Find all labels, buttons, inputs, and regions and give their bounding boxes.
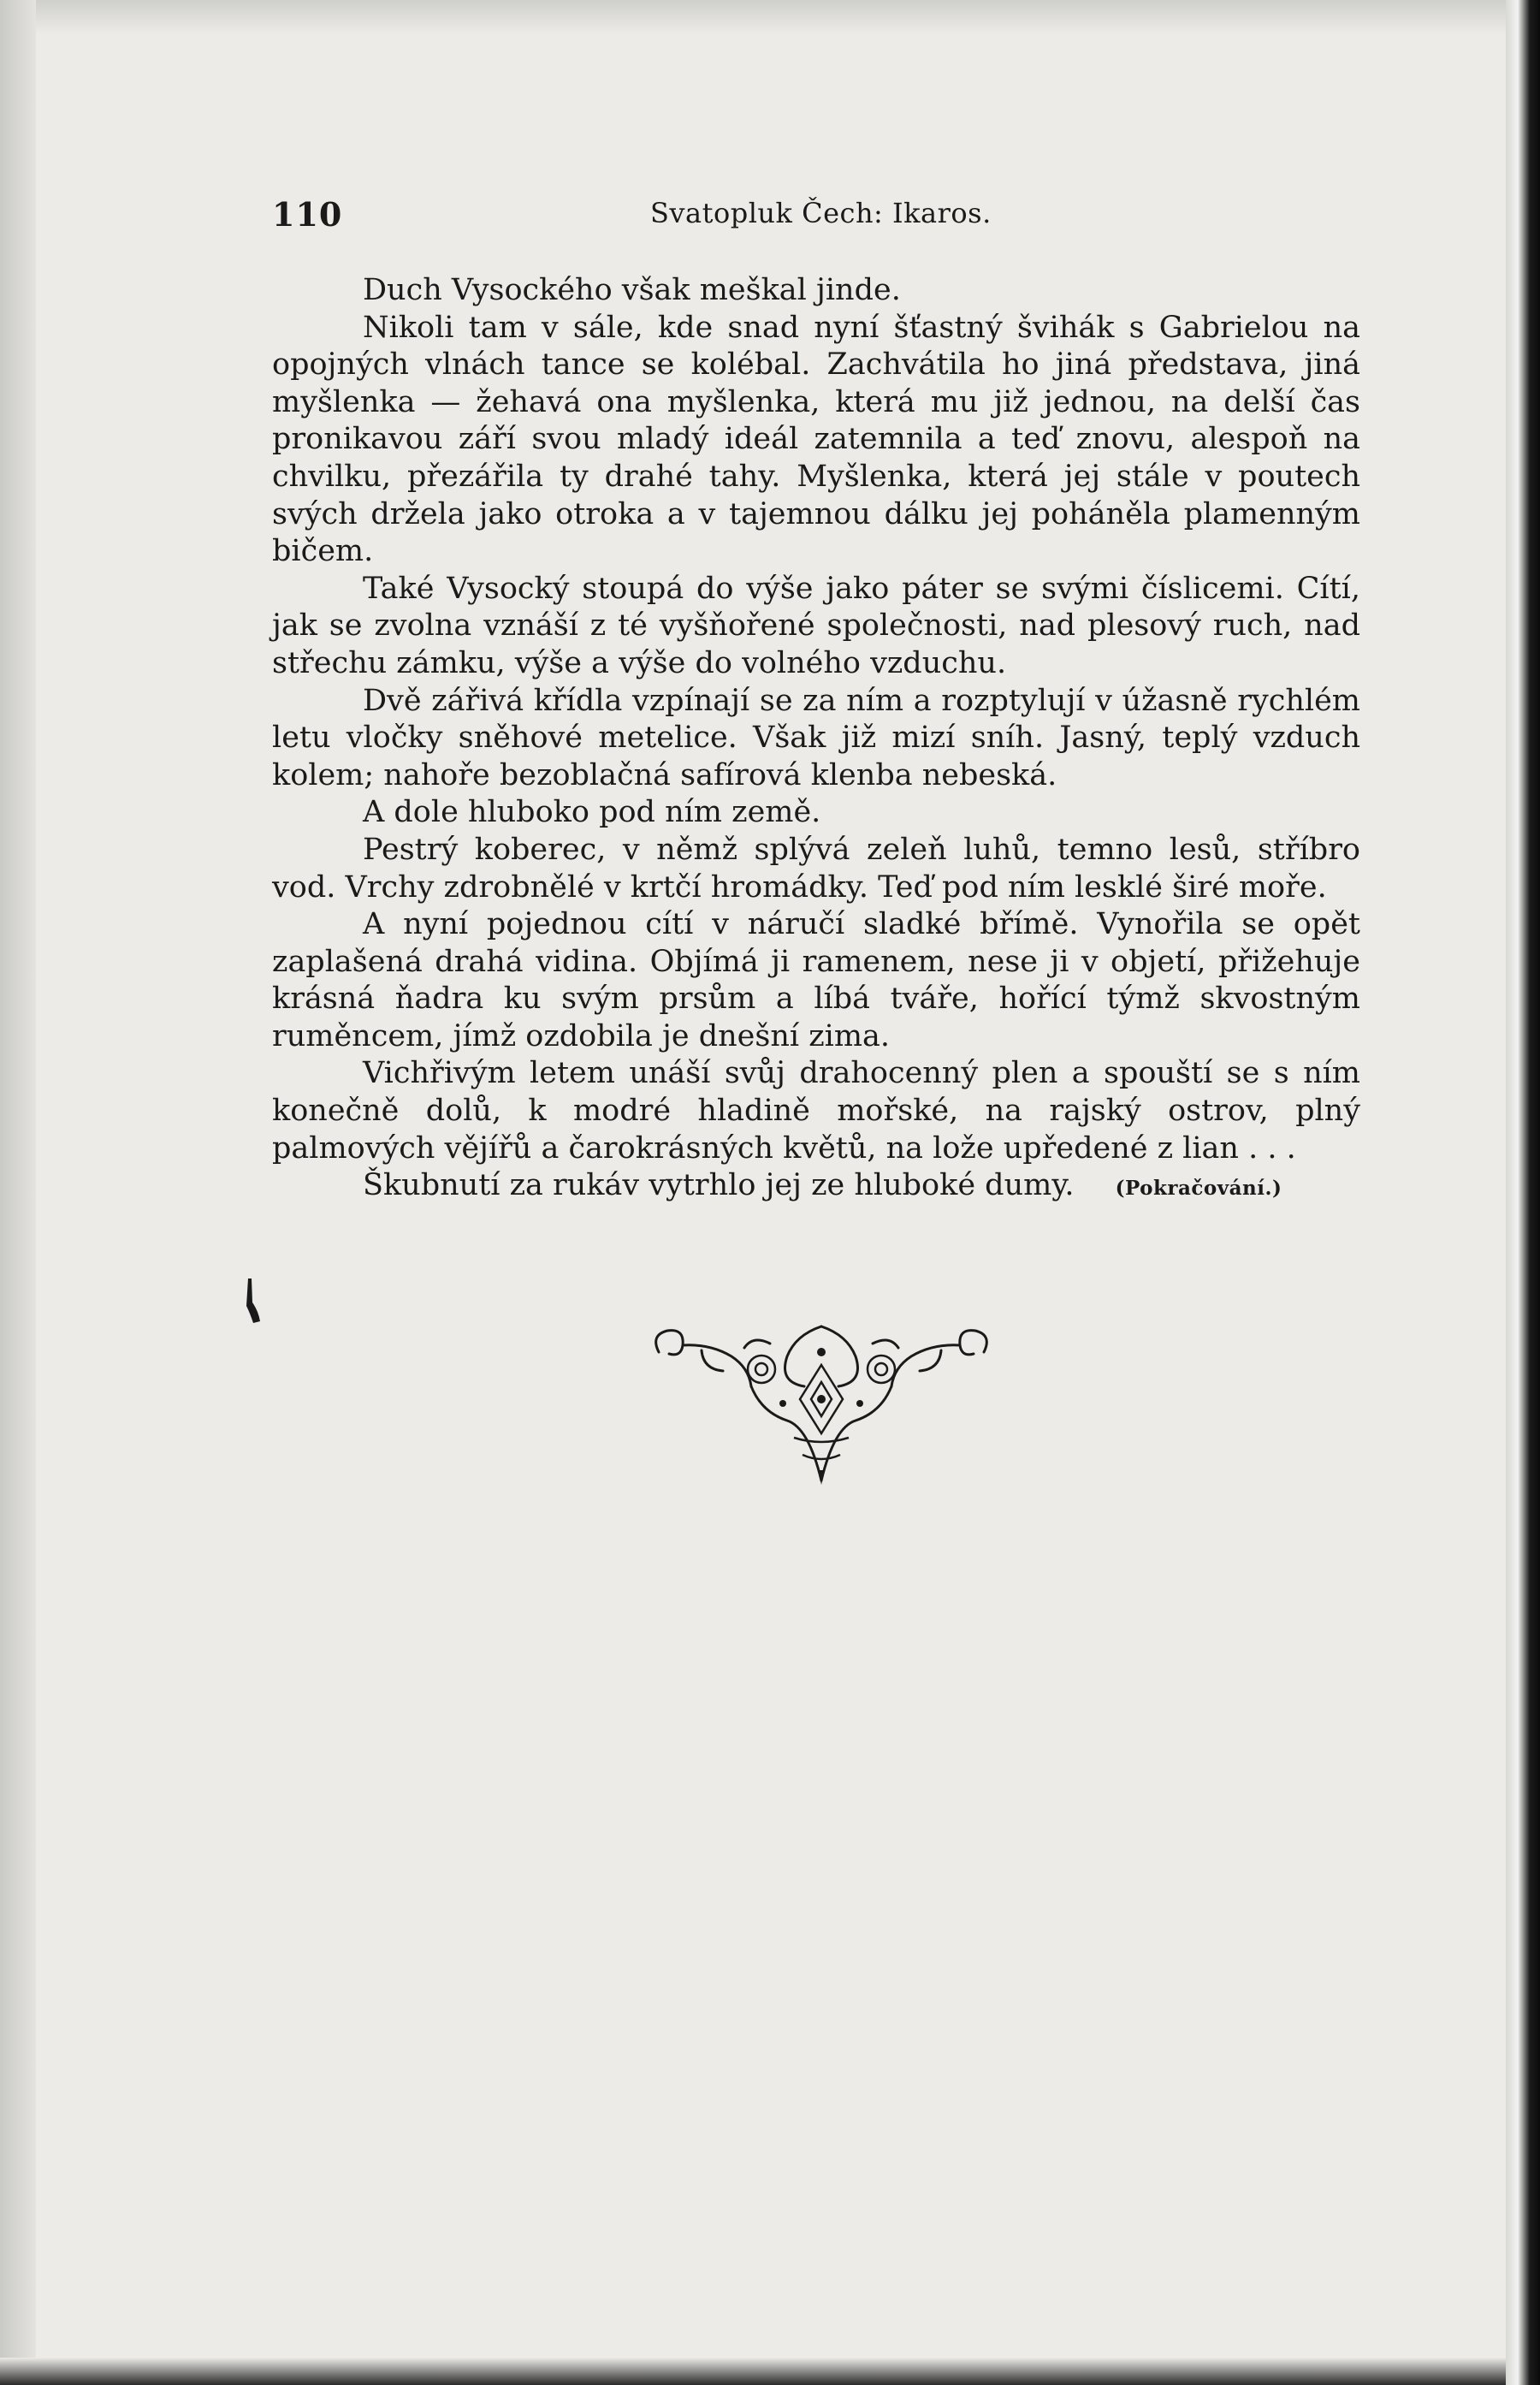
paragraph: Nikoli tam v sále, kde snad nyní šťastný švihák s Gabrielou na opojných vlnách tance se kolébal. Zachvátila ho jiná představa, jiná myšlenka — žehavá ona myšlenka, která mu již jednou, na delší čas pronikavou září svou mladý ideál zatemnila a teď znovu, alespoň na chvilku, přezářila ty drahé tahy. Myšlenka, která jej stále v poutech svých držela jako otroka a v tajemnou dálku jej poháněla plamenným bičem. bbox=[272, 310, 1360, 569]
stray-ink-mark bbox=[241, 1277, 264, 1325]
final-paragraph bbox=[272, 1167, 1360, 1207]
page-number: 110 bbox=[272, 195, 343, 234]
paragraph: Dvě zářivá křídla vzpínají se za ním a rozptylují v úžasně rychlém letu vločky sněhové metelice. Však již mizí sníh. Jasný, teplý vzduch kolem; nahoře bezoblačná safírová klenba nebeská. bbox=[272, 683, 1360, 792]
paragraph: Také Vysocký stoupá do výše jako páter se svými číslicemi. Cítí, jak se zvolna vznáší z té vyšňořené společnosti, nad plesový ruch, nad střechu zámku, výše a výše do volného vzduchu. bbox=[272, 571, 1360, 680]
floral-vignette-icon bbox=[650, 1318, 992, 1489]
final-paragraph-text: Škubnutí za rukáv vytrhlo jej ze hluboké dumy. bbox=[363, 1168, 1075, 1203]
paragraph: Vichřivým letem unáší svůj drahocenný plen a spouští se s ním konečně dolů, k modré hladině mořské, na rajský ostrov, plný palmových vějířů a čarokrásných květů, na lože upředené z lian . . . bbox=[272, 1056, 1360, 1166]
paragraph: Duch Vysockého však meškal jinde. bbox=[363, 273, 901, 307]
running-head: Svatopluk Čech: Ikaros. bbox=[650, 197, 992, 229]
body-text bbox=[272, 272, 1360, 1207]
paragraph: A nyní pojednou cítí v náručí sladké břímě. Vynořila se opět zaplašená drahá vidina. Objímá ji ramenem, nese ji v objetí, přižehuje krásná ňadra ku svým prsům a líbá tváře, hořící týmž skvostným ruměncem, jímž ozdobila je dnešní zima. bbox=[272, 907, 1360, 1053]
paragraph: A dole hluboko pod ním země. bbox=[363, 795, 821, 830]
continuation-note: (Pokračování.) bbox=[1115, 1177, 1282, 1201]
paragraph: Pestrý koberec, v němž splývá zeleň luhů, temno lesů, stříbro vod. Vrchy zdrobnělé v krtčí hromádky. Teď pod ním lesklé širé moře. bbox=[272, 832, 1360, 905]
